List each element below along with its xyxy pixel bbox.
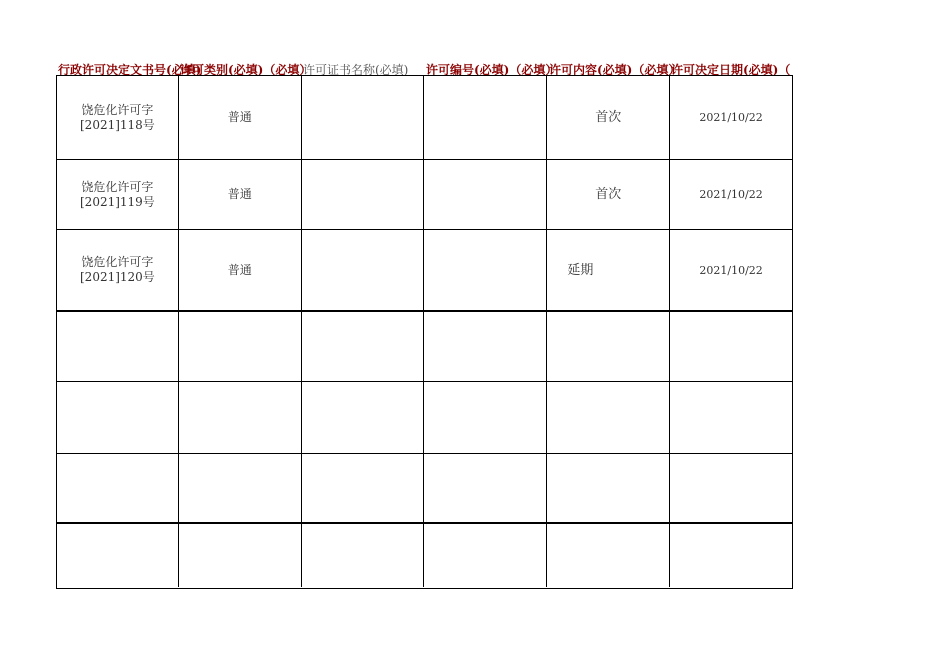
cell-cert-name[interactable]	[302, 230, 425, 310]
cell-doc-no[interactable]	[57, 76, 179, 159]
cell-doc-no[interactable]	[57, 524, 179, 587]
doc-no-line1: 饶危化许可字	[81, 179, 154, 194]
cell-category[interactable]	[179, 312, 302, 381]
header-category: 许可类别(必填)（必填）	[180, 63, 312, 77]
cell-cert-name[interactable]	[302, 382, 425, 453]
cell-cert-no[interactable]	[424, 312, 547, 381]
table-row	[57, 230, 792, 312]
cell-date[interactable]: 2021/10/22	[699, 111, 763, 124]
cell-doc-no[interactable]	[57, 160, 179, 229]
cell-cert-no[interactable]	[424, 524, 547, 587]
cell-content[interactable]	[547, 524, 670, 587]
cell-content[interactable]	[547, 454, 670, 522]
cell-content[interactable]: 首次	[547, 76, 670, 159]
cell-category[interactable]	[179, 524, 302, 587]
cell-doc-no[interactable]	[57, 454, 179, 522]
cell-category[interactable]	[179, 454, 302, 522]
cell-cert-name[interactable]	[302, 524, 425, 587]
cell-cert-name[interactable]	[302, 76, 425, 159]
doc-no-line2: [2021]119号	[80, 194, 155, 209]
doc-no-line1: 饶危化许可字	[81, 102, 154, 117]
header-date: 许可决定日期(必填)（	[671, 63, 791, 77]
table-row	[57, 524, 792, 587]
cell-content[interactable]: 延期	[547, 230, 670, 310]
header-cert-name: 许可证书名称(必填)	[303, 63, 409, 77]
header-doc-no: 行政许可决定文书号(必填)	[58, 63, 202, 77]
cell-content[interactable]	[547, 312, 670, 381]
data-table	[56, 75, 793, 589]
cell-category[interactable]: 普通	[179, 160, 302, 229]
table-row	[57, 454, 792, 524]
cell-date[interactable]	[670, 312, 792, 381]
table-row	[57, 76, 792, 160]
cell-cert-name[interactable]	[302, 454, 425, 522]
cell-cert-name[interactable]	[302, 312, 425, 381]
cell-cert-name[interactable]	[302, 160, 425, 229]
cell-category[interactable]: 普通	[179, 230, 302, 310]
cell-content[interactable]: 首次	[547, 160, 670, 229]
cell-doc-no[interactable]	[57, 230, 179, 310]
cell-doc-no[interactable]	[57, 382, 179, 453]
header-content: 许可内容(必填)（必填）	[549, 63, 681, 77]
cell-date[interactable]: 2021/10/22	[699, 188, 763, 201]
header-cert-no: 许可编号(必填)（必填）	[426, 63, 558, 77]
cell-cert-no[interactable]	[424, 76, 547, 159]
cell-date[interactable]	[670, 454, 792, 522]
cell-content[interactable]	[547, 382, 670, 453]
doc-no-line1: 饶危化许可字	[81, 255, 154, 269]
table-row	[57, 312, 792, 382]
cell-date[interactable]	[670, 382, 792, 453]
table-row	[57, 160, 792, 230]
cell-cert-no[interactable]	[424, 454, 547, 522]
cell-category[interactable]: 普通	[179, 76, 302, 159]
cell-date[interactable]: 2021/10/22	[699, 263, 763, 277]
cell-cert-no[interactable]	[424, 160, 547, 229]
cell-date[interactable]	[670, 524, 792, 587]
cell-cert-no[interactable]	[424, 230, 547, 310]
cell-doc-no[interactable]	[57, 312, 179, 381]
doc-no-line2: [2021]120号	[80, 270, 155, 284]
cell-category[interactable]	[179, 382, 302, 453]
table-row	[57, 382, 792, 454]
cell-cert-no[interactable]	[424, 382, 547, 453]
doc-no-line2: [2021]118号	[80, 117, 155, 132]
